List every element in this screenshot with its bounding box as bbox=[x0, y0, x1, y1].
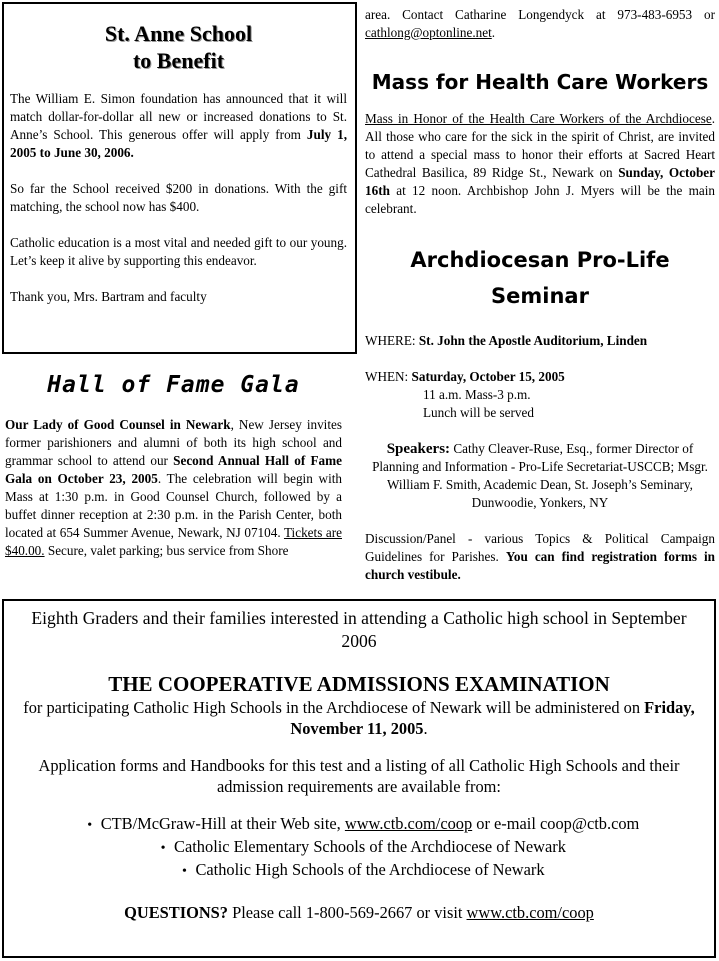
prolife-lunch: Lunch will be served bbox=[423, 405, 534, 420]
hall-of-fame-article bbox=[5, 370, 342, 560]
mass-text-2: at 12 noon. Archbishop John J. Myers will be the main celebrant. bbox=[365, 183, 715, 216]
mass-body bbox=[365, 110, 715, 218]
mass-title: Mass for Health Care Workers bbox=[371, 70, 709, 94]
cae-forms: Application forms and Handbooks for this test and a listing of all Catholic High Schools and their admission requirements are available from: bbox=[38, 756, 680, 796]
gala-tickets: Tickets are $40.00. bbox=[5, 525, 342, 558]
cae-questions bbox=[12, 902, 706, 923]
b1-text: CTB/McGraw-Hill at their Web site, bbox=[100, 814, 345, 833]
where-label: WHERE: bbox=[365, 333, 419, 348]
contact-end: . bbox=[491, 25, 496, 40]
gala-text-2: . The celebration will begin with Mass at 1:30 p.m. in Good Counsel Church, followed by a buffet dinner reception at 2:30 p.m. in the Parish Center, both located at 654 Summer Avenue, Newark, NJ 07104. bbox=[5, 471, 343, 540]
st-anne-signature: Thank you, Mrs. Bartram and faculty bbox=[10, 289, 207, 304]
speakers-label: Speakers: bbox=[386, 441, 451, 457]
questions-label: QUESTIONS? bbox=[124, 903, 228, 922]
speakers-text: Cathy Cleaver-Ruse, Esq., former Director of Planning and Information - Pro-Life Secretariat-USCCB; Msgr. William F. Smith, Academic Dean, St. Joseph’s Seminary, Dunwoodie, Yonkers, NY bbox=[372, 441, 708, 510]
mass-link[interactable]: Mass in Honor of the Health Care Workers of the Archdiocese bbox=[365, 111, 712, 126]
list-item bbox=[12, 859, 706, 882]
mass-date: Sunday, October 16th bbox=[365, 165, 715, 198]
prolife-when bbox=[365, 368, 715, 386]
b3-text: Catholic High Schools of the Archdiocese of Newark bbox=[195, 860, 545, 879]
registration-note: You can find registration forms in church vestibule. bbox=[365, 549, 715, 582]
b1-email: or e-mail coop@ctb.com bbox=[472, 814, 640, 833]
gala-event: Second Annual Hall of Fame Gala on October 23, 2005 bbox=[5, 453, 342, 486]
hall-of-fame-body bbox=[5, 416, 342, 560]
contact-text: area. Contact Catharine Longendyck at 973-483-6953 or bbox=[365, 7, 715, 22]
contact-email-link[interactable]: cathlong@optonline.net bbox=[365, 25, 492, 40]
cae-intro: Eighth Graders and their families interested in attending a Catholic high school in September 2006 bbox=[31, 608, 687, 651]
list-item bbox=[12, 813, 706, 836]
hall-of-fame-title: Hall of Fame Gala bbox=[47, 372, 300, 398]
cae-sub-text: for participating Catholic High Schools in the Archdiocese of Newark will be administered on bbox=[23, 698, 645, 717]
gala-org: Our Lady of Good Counsel in Newark bbox=[5, 417, 231, 432]
list-item bbox=[12, 836, 706, 859]
prolife-speakers bbox=[365, 440, 715, 512]
st-anne-title-line2: to Benefit bbox=[132, 48, 225, 73]
when-value: Saturday, October 15, 2005 bbox=[411, 369, 565, 384]
prolife-title-line1: Archdiocesan Pro-Life bbox=[410, 248, 670, 272]
cae-date-end: . bbox=[423, 719, 428, 738]
b2-text: Catholic Elementary Schools of the Archdiocese of Newark bbox=[174, 837, 566, 856]
st-anne-article bbox=[2, 2, 357, 354]
ctb-link[interactable]: www.ctb.com/coop bbox=[344, 814, 473, 833]
right-column bbox=[365, 2, 715, 584]
cae-sources-list bbox=[12, 813, 706, 882]
prolife-where bbox=[365, 332, 715, 350]
prolife-discussion bbox=[365, 530, 715, 584]
st-anne-dates: July 1, 2005 to June 30, 2006. bbox=[10, 127, 347, 160]
prolife-title bbox=[365, 242, 715, 314]
questions-text: Please call 1-800-569-2667 or visit bbox=[228, 903, 467, 922]
gala-text-1: , New Jersey invites former parishioners and alumni of both its high school and grammar school to attend our bbox=[5, 417, 342, 468]
admissions-exam-notice bbox=[2, 599, 716, 958]
cae-subtitle bbox=[12, 697, 706, 739]
where-value: St. John the Apostle Auditorium, Linden bbox=[418, 333, 648, 348]
prolife-time: 11 a.m. Mass-3 p.m. bbox=[423, 387, 531, 402]
when-label: WHEN: bbox=[365, 369, 412, 384]
st-anne-p1-text: The William E. Simon foundation has announced that it will match dollar-for-dollar all new or increased donations to St. Anne’s School. This generous offer will apply from bbox=[10, 91, 347, 142]
st-anne-title bbox=[10, 20, 347, 74]
st-anne-paragraph-3: Catholic education is a most vital and needed gift to our young. Let’s keep it alive by supporting this endeavor. bbox=[10, 235, 347, 268]
questions-link[interactable]: www.ctb.com/coop bbox=[466, 903, 594, 922]
gala-text-3: Secure, valet parking; bus service from Shore bbox=[44, 543, 289, 558]
prolife-title-line2: Seminar bbox=[491, 284, 589, 308]
discussion-text: Discussion/Panel - various Topics & Political Campaign Guidelines for Parishes. bbox=[365, 531, 715, 564]
cae-date: Friday, November 11, 2005 bbox=[290, 698, 695, 738]
mass-text-1: . All those who care for the sick in the spirit of Christ, are invited to attend a special mass to honor their efforts at Sacred Heart Cathedral Basilica, 89 Ridge St., Newark on bbox=[365, 111, 715, 180]
st-anne-paragraph-1 bbox=[10, 90, 347, 162]
cae-title: THE COOPERATIVE ADMISSIONS EXAMINATION bbox=[108, 672, 610, 696]
st-anne-paragraph-2: So far the School received $200 in donations. With the gift matching, the school now has $400. bbox=[10, 181, 347, 214]
gala-contact bbox=[365, 6, 715, 42]
st-anne-title-line1: St. Anne School bbox=[104, 21, 253, 46]
